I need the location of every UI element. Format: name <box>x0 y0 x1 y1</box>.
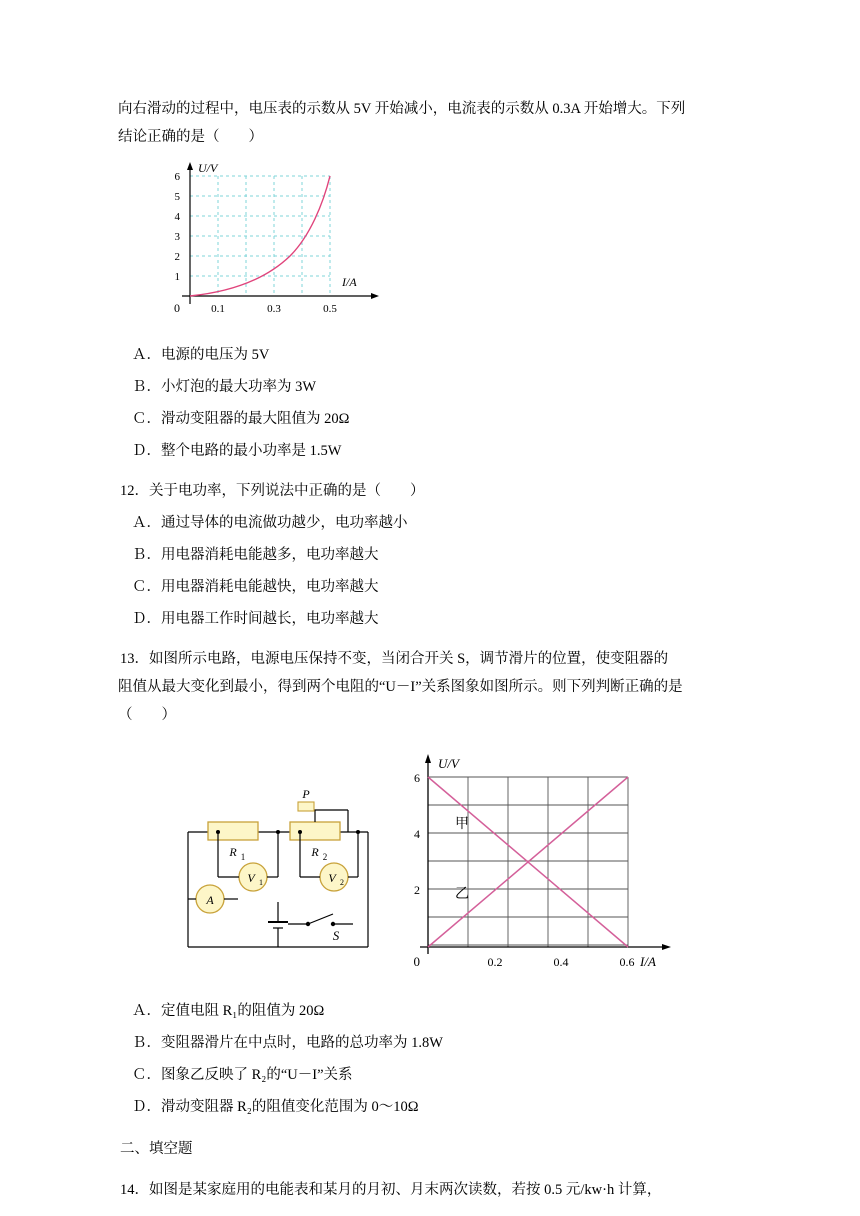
q13-stem-line2: 阻值从最大变化到最小，得到两个电阻的“U－I”关系图象如图所示。则下列判断正确的是 <box>118 679 683 695</box>
q13-option-a: Ａ．定值电阻 R₁的阻值为 20Ω <box>132 1003 325 1019</box>
q12-option-d: Ｄ．用电器工作时间越长，电功率越大 <box>132 611 379 627</box>
svg-text:0: 0 <box>413 954 420 969</box>
svg-text:5: 5 <box>174 191 180 203</box>
svg-text:0.1: 0.1 <box>211 303 225 315</box>
figure-lamp-ui-svg <box>160 156 420 336</box>
svg-text:1: 1 <box>240 852 246 862</box>
svg-text:2: 2 <box>414 883 420 897</box>
svg-text:1: 1 <box>259 878 263 887</box>
svg-text:I/A: I/A <box>640 954 656 969</box>
svg-text:V: V <box>247 871 255 885</box>
svg-text:6: 6 <box>414 771 420 785</box>
figure-circuit-graph-svg <box>148 732 708 992</box>
svg-text:0.3: 0.3 <box>267 303 281 315</box>
q13-option-b: Ｂ．变阻器滑片在中点时，电路的总功率为 1.8W <box>132 1035 443 1051</box>
svg-text:0.4: 0.4 <box>553 955 569 969</box>
q11-option-b: Ｂ．小灯泡的最大功率为 3W <box>132 379 317 395</box>
q11-option-d: Ｄ．整个电路的最小功率是 1.5W <box>132 443 342 459</box>
svg-text:1: 1 <box>174 271 180 283</box>
svg-text:0.6: 0.6 <box>619 955 635 969</box>
q13-option-c: Ｃ．图象乙反映了 R₂的“U－I”关系 <box>132 1067 353 1083</box>
svg-text:0.2: 0.2 <box>487 955 503 969</box>
figure-circuit-and-graph <box>148 732 708 992</box>
svg-text:4: 4 <box>174 211 180 223</box>
svg-text:3: 3 <box>174 231 180 243</box>
q12-stem: 12．关于电功率，下列说法中正确的是（ ） <box>120 483 425 499</box>
q14-stem: 14．如图是某家庭用的电能表和某月的月初、月末两次读数，若按 0.5 元/kw·h 计算， <box>120 1181 662 1198</box>
svg-text:U/V: U/V <box>438 756 459 771</box>
q13-option-d: Ｄ．滑动变阻器 R₂的阻值变化范围为 0～10Ω <box>132 1099 419 1115</box>
svg-text:甲: 甲 <box>455 817 469 832</box>
svg-text:A: A <box>206 893 214 907</box>
svg-text:R: R <box>229 845 237 859</box>
q12-option-b: Ｂ．用电器消耗电能越多，电功率越大 <box>132 547 379 563</box>
svg-text:V: V <box>328 871 336 885</box>
svg-text:0: 0 <box>174 301 180 315</box>
svg-text:R: R <box>311 845 319 859</box>
section-title-fill-in-blank: 二、填空题 <box>120 1141 193 1157</box>
svg-text:U/V: U/V <box>198 161 218 175</box>
q12-option-a: Ａ．通过导体的电流做功越少，电功率越小 <box>132 515 408 531</box>
q13-stem-line3: （ ） <box>118 707 176 723</box>
figure-lamp-ui-curve <box>160 156 420 336</box>
q11-option-a: Ａ．电源的电压为 5V <box>132 347 270 363</box>
q11-stem-line1: 向右滑动的过程中，电压表的示数从 5V 开始减小，电流表的示数从 0.3A 开始增大。下列 <box>118 101 686 117</box>
q13-stem-line1: 13．如图所示电路，电源电压保持不变，当闭合开关 S，调节滑片的位置，使变阻器的 <box>120 651 669 667</box>
q11-option-c: Ｃ．滑动变阻器的最大阻值为 20Ω <box>132 411 350 427</box>
svg-text:2: 2 <box>340 878 344 887</box>
svg-text:2: 2 <box>322 852 328 862</box>
svg-text:P: P <box>302 787 310 801</box>
svg-text:4: 4 <box>414 827 420 841</box>
svg-text:I/A: I/A <box>342 275 357 289</box>
document-content <box>118 96 738 1205</box>
svg-text:2: 2 <box>174 251 180 263</box>
svg-text:S: S <box>332 928 340 943</box>
svg-text:0.5: 0.5 <box>323 303 337 315</box>
svg-text:6: 6 <box>174 171 180 183</box>
svg-text:乙: 乙 <box>455 887 469 902</box>
q12-option-c: Ｃ．用电器消耗电能越快，电功率越大 <box>132 579 379 595</box>
q11-stem-line2: 结论正确的是（ ） <box>118 129 263 145</box>
